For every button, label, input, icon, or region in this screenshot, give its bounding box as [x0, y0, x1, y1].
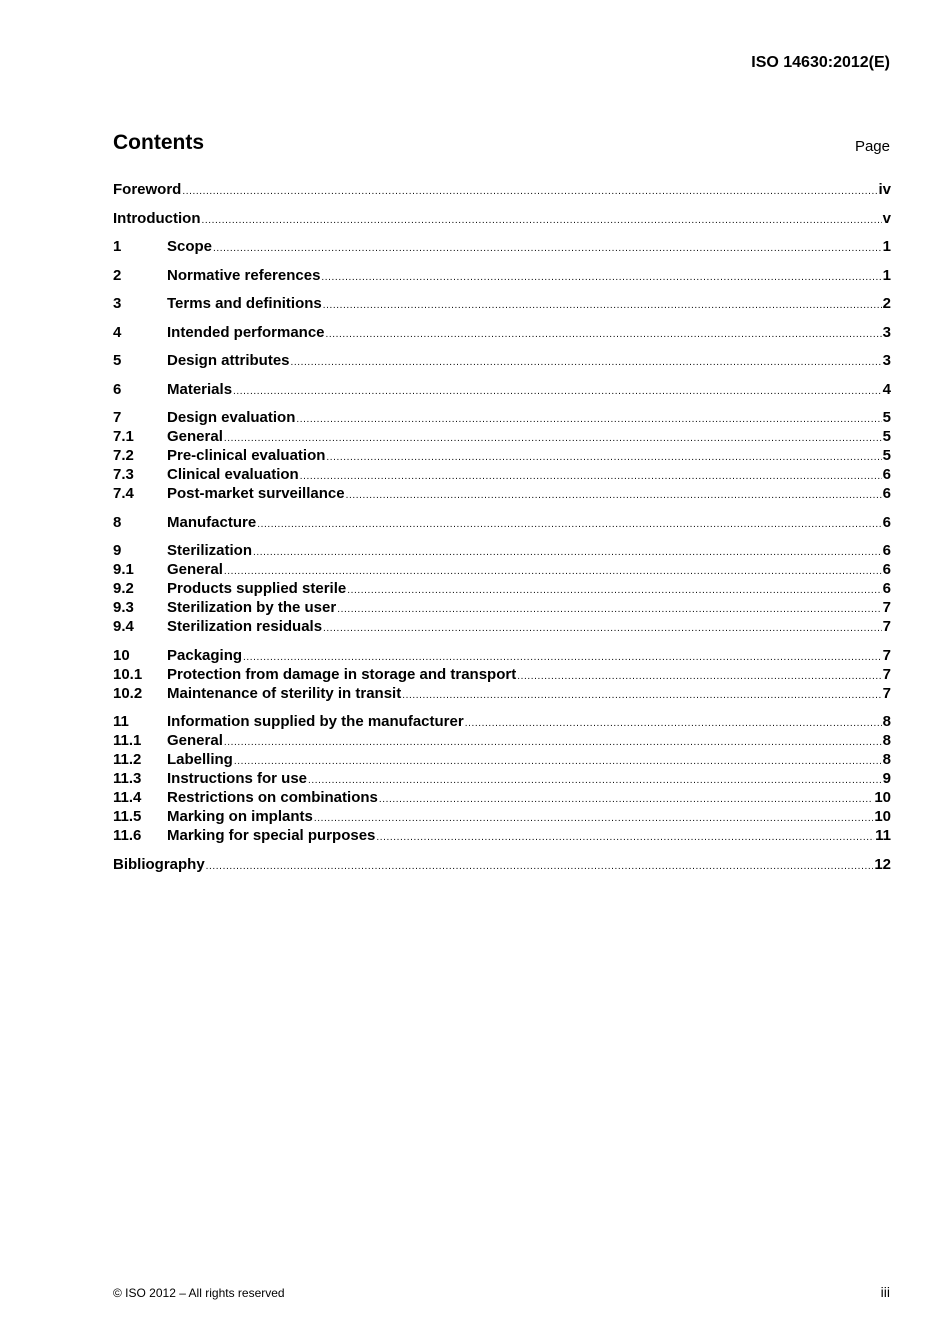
toc-entry-number: 5: [113, 352, 122, 369]
toc-entry-title: Design evaluation: [167, 409, 296, 426]
toc-group: [113, 856, 891, 875]
toc-entry-page: 7: [882, 684, 891, 702]
toc-entry[interactable]: [113, 599, 891, 618]
toc-group: [113, 542, 891, 637]
toc-entry[interactable]: [113, 770, 891, 789]
toc-entry-page: 4: [882, 380, 891, 398]
toc-entry[interactable]: [113, 381, 891, 400]
toc-group: [113, 713, 891, 846]
toc-entry-number: 11.4: [113, 789, 142, 806]
toc-entry-number: 2: [113, 266, 122, 284]
toc-entry-page: 11: [875, 827, 891, 844]
toc-entry-number: 10.1: [113, 665, 143, 683]
toc-entry-number: 7.3: [113, 466, 134, 483]
toc-entry-page: 2: [882, 295, 891, 312]
toc-dot-leader: [314, 813, 873, 824]
toc-dot-leader: [300, 471, 882, 482]
toc-dot-leader: [465, 718, 882, 729]
toc-entry-number: 1: [113, 238, 122, 255]
toc-entry-number: 6: [113, 380, 122, 398]
toc-entry-page: 6: [882, 466, 891, 483]
toc-dot-leader: [379, 794, 873, 805]
toc-entry[interactable]: [113, 514, 891, 533]
toc-entry-title: Terms and definitions: [167, 295, 322, 312]
toc-entry-page: 3: [882, 323, 891, 341]
toc-entry-number: 9.1: [113, 561, 134, 578]
toc-entry-page: 6: [882, 561, 891, 578]
footer-copyright: © ISO 2012 – All rights reserved: [113, 1286, 285, 1300]
toc-entry-title: Design attributes: [167, 352, 290, 369]
toc-entry-page: 7: [882, 646, 891, 664]
toc-entry[interactable]: [113, 466, 891, 485]
toc-entry-number: 11.1: [113, 732, 142, 749]
toc-dot-leader: [321, 272, 881, 283]
toc-entry-page: 7: [882, 599, 891, 616]
document-id: ISO 14630:2012(E): [751, 54, 890, 71]
toc-entry-title: Introduction: [113, 209, 201, 227]
toc-entry-page: 12: [874, 855, 891, 873]
toc-entry[interactable]: [113, 713, 891, 732]
toc-entry-page: 9: [882, 770, 891, 787]
toc-entry-title: Protection from damage in storage and transport: [167, 665, 517, 683]
toc-group: [113, 514, 891, 533]
toc-entry-number: 10.2: [113, 684, 143, 702]
toc-entry[interactable]: [113, 295, 891, 314]
toc-dot-leader: [224, 566, 882, 577]
toc-entry-page: 5: [882, 428, 891, 445]
toc-entry[interactable]: [113, 485, 891, 504]
toc-entry-page: 8: [882, 732, 891, 749]
toc-entry[interactable]: [113, 352, 891, 371]
toc-entry-title: Manufacture: [167, 513, 257, 531]
toc-entry-page: 6: [882, 580, 891, 597]
toc-entry-title: Restrictions on combinations: [167, 789, 378, 806]
toc-entry-page: 7: [882, 665, 891, 683]
toc-entry[interactable]: [113, 409, 891, 428]
toc-entry-page: 3: [882, 352, 891, 369]
toc-entry-number: 9: [113, 542, 122, 559]
toc-dot-leader: [291, 357, 882, 368]
toc-entry[interactable]: [113, 647, 891, 666]
toc-group: [113, 210, 891, 229]
toc-entry-page: 6: [882, 513, 891, 531]
toc-entry-page: 7: [882, 618, 891, 635]
toc-entry-title: Normative references: [167, 266, 321, 284]
toc-entry-title: Post-market surveillance: [167, 485, 345, 502]
toc-dot-leader: [323, 623, 882, 634]
toc-entry-title: Instructions for use: [167, 770, 308, 787]
toc-entry-page: 1: [882, 266, 891, 284]
toc-entry[interactable]: [113, 751, 891, 770]
toc-group: [113, 238, 891, 257]
toc-entry-title: Pre-clinical evaluation: [167, 447, 326, 464]
toc-dot-leader: [347, 585, 881, 596]
toc-entry-number: 7.2: [113, 447, 134, 464]
toc-group: [113, 381, 891, 400]
toc-entry[interactable]: [113, 181, 891, 200]
toc-entry-title: Packaging: [167, 646, 243, 664]
toc-entry-page: 5: [882, 447, 891, 464]
toc-entry[interactable]: [113, 856, 891, 875]
toc-entry-number: 11.2: [113, 751, 142, 768]
toc-entry-page: 6: [882, 485, 891, 502]
toc-entry-title: Sterilization: [167, 542, 253, 559]
toc-entry-title: Sterilization residuals: [167, 618, 323, 635]
toc-entry-number: 9.2: [113, 580, 134, 597]
toc-entry-title: General: [167, 428, 223, 445]
toc-entry-title: General: [167, 732, 223, 749]
toc-dot-leader: [323, 300, 882, 311]
toc-dot-leader: [233, 386, 882, 397]
toc-dot-leader: [224, 433, 882, 444]
page-column-label: Page: [854, 138, 890, 155]
toc-dot-leader: [234, 756, 882, 767]
toc-entry-number: 11.5: [113, 808, 142, 825]
toc-dot-leader: [308, 775, 882, 786]
toc-group: [113, 267, 891, 286]
toc-dot-leader: [182, 186, 877, 197]
toc-dot-leader: [376, 832, 874, 843]
toc-entry-number: 7: [113, 409, 122, 426]
toc-entry-number: 11.3: [113, 770, 142, 787]
toc-dot-leader: [346, 490, 882, 501]
footer-page-number: iii: [880, 1284, 890, 1300]
toc-entry-title: Scope: [167, 238, 213, 255]
toc-dot-leader: [243, 652, 882, 663]
toc-entry-title: Labelling: [167, 751, 233, 768]
toc-dot-leader: [337, 604, 881, 615]
toc-entry[interactable]: [113, 618, 891, 637]
toc-entry[interactable]: [113, 238, 891, 257]
toc-dot-leader: [326, 329, 882, 340]
toc-entry-title: Marking on implants: [167, 808, 313, 825]
toc-entry-title: Information supplied by the manufacturer: [167, 713, 464, 730]
toc-entry[interactable]: [113, 324, 891, 343]
toc-entry-title: General: [167, 561, 223, 578]
table-of-contents: [113, 181, 891, 884]
toc-entry-page: 10: [874, 808, 891, 825]
toc-dot-leader: [253, 547, 882, 558]
toc-entry-number: 8: [113, 513, 122, 531]
toc-entry[interactable]: [113, 827, 891, 846]
toc-entry-page: 5: [882, 409, 891, 426]
toc-group: [113, 324, 891, 343]
toc-entry[interactable]: [113, 685, 891, 704]
toc-dot-leader: [402, 690, 881, 701]
toc-group: [113, 647, 891, 704]
toc-entry-number: 4: [113, 323, 122, 341]
contents-title: Contents: [113, 131, 204, 154]
toc-entry-number: 10: [113, 646, 130, 664]
toc-entry-number: 3: [113, 295, 122, 312]
toc-entry-number: 7.4: [113, 485, 134, 502]
toc-entry[interactable]: [113, 580, 891, 599]
toc-dot-leader: [296, 414, 881, 425]
toc-entry-page: v: [882, 209, 891, 227]
toc-entry-number: 11.6: [113, 827, 142, 844]
toc-entry[interactable]: [113, 808, 891, 827]
toc-entry-number: 11: [113, 713, 129, 730]
toc-group: [113, 295, 891, 314]
toc-entry-title: Clinical evaluation: [167, 466, 299, 483]
toc-entry-page: 8: [882, 713, 891, 730]
toc-dot-leader: [257, 519, 881, 530]
toc-entry-title: Marking for special purposes: [167, 827, 376, 844]
toc-entry[interactable]: [113, 666, 891, 685]
toc-entry[interactable]: [113, 210, 891, 229]
toc-entry[interactable]: [113, 542, 891, 561]
toc-entry-page: 8: [882, 751, 891, 768]
toc-entry-number: 7.1: [113, 428, 134, 445]
toc-entry-title: Bibliography: [113, 855, 205, 873]
toc-entry[interactable]: [113, 447, 891, 466]
toc-group: [113, 352, 891, 371]
toc-entry-title: Products supplied sterile: [167, 580, 347, 597]
toc-dot-leader: [517, 671, 881, 682]
toc-entry-page: iv: [878, 181, 891, 198]
toc-entry-page: 10: [874, 789, 891, 806]
toc-group: [113, 409, 891, 504]
toc-dot-leader: [326, 452, 881, 463]
toc-dot-leader: [213, 243, 882, 254]
toc-entry-page: 6: [882, 542, 891, 559]
toc-entry-title: Intended performance: [167, 323, 325, 341]
toc-dot-leader: [224, 737, 882, 748]
toc-entry-title: Sterilization by the user: [167, 599, 337, 616]
toc-entry[interactable]: [113, 561, 891, 580]
toc-entry[interactable]: [113, 267, 891, 286]
toc-entry-number: 9.4: [113, 618, 134, 635]
toc-group: [113, 181, 891, 200]
toc-entry-number: 9.3: [113, 599, 134, 616]
toc-entry[interactable]: [113, 732, 891, 751]
toc-entry-page: 1: [882, 238, 891, 255]
toc-dot-leader: [206, 861, 874, 872]
toc-entry-title: Foreword: [113, 181, 182, 198]
toc-entry[interactable]: [113, 428, 891, 447]
toc-entry-title: Maintenance of sterility in transit: [167, 684, 402, 702]
toc-dot-leader: [201, 215, 881, 226]
toc-entry[interactable]: [113, 789, 891, 808]
toc-entry-title: Materials: [167, 380, 233, 398]
